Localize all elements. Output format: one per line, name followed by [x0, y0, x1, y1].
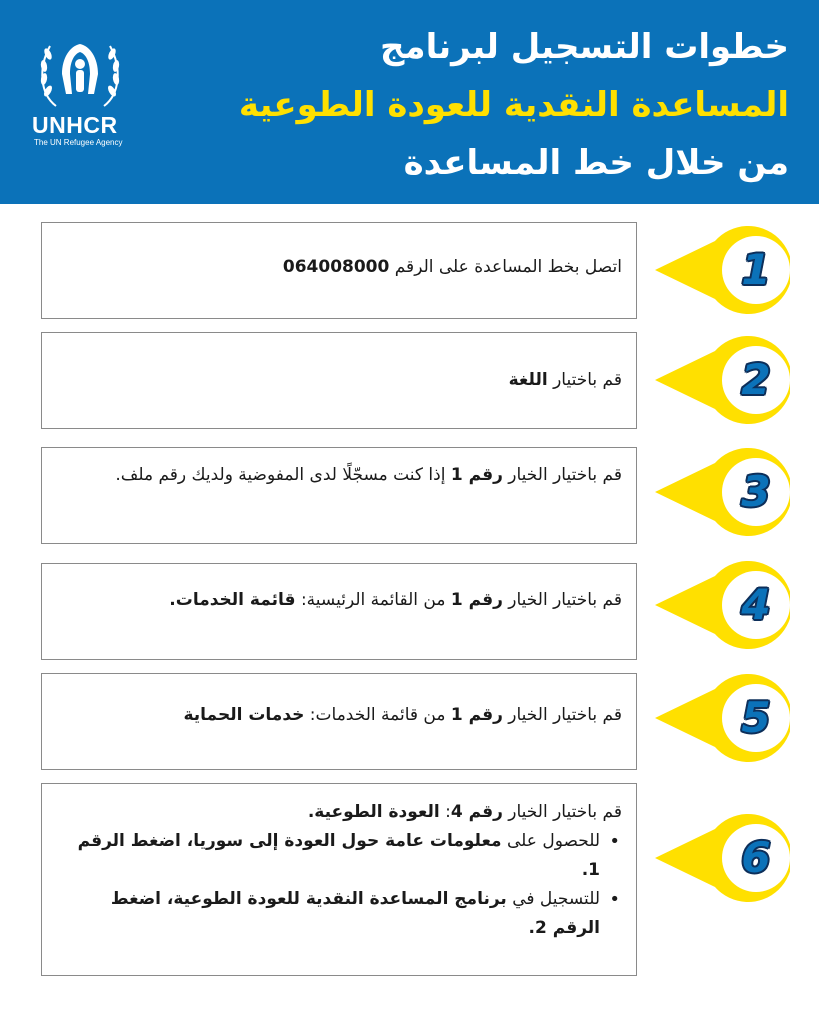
- step-6-text-mid: :: [439, 802, 451, 822]
- step-1-phone-number: 064008000: [282, 257, 390, 277]
- step-4-text-regular: قم باختيار الخيار: [502, 590, 622, 610]
- bullet-1-bold: معلومات عامة حول العودة إلى سوريا، اضغط الرقم 1.: [77, 831, 600, 880]
- step-2-number: 2: [741, 355, 771, 404]
- unhcr-emblem-icon: [34, 34, 126, 112]
- step-6-number: 6: [741, 833, 771, 882]
- logo-tagline: The UN Refugee Agency: [34, 138, 123, 147]
- step-1-box: [41, 222, 637, 319]
- bullet-2-bold: برنامج المساعدة النقدية للعودة الطوعية، اضغط الرقم 2.: [110, 889, 600, 938]
- step-1-text: [66, 253, 622, 282]
- step-2-box: [41, 332, 637, 429]
- step-6-text: [66, 798, 622, 943]
- step-6-text-regular: قم باختيار الخيار: [502, 802, 622, 822]
- step-6-text-bold: رقم 4: [450, 802, 503, 822]
- step-4-text-bold-2: قائمة الخدمات.: [169, 590, 296, 610]
- title-line-1: خطوات التسجيل لبرنامج: [380, 27, 789, 67]
- bullet-2-regular: للتسجيل في: [506, 889, 600, 909]
- step-3-text: [66, 461, 622, 490]
- logo-name: UNHCR: [32, 112, 118, 138]
- step-3-number: 3: [741, 467, 771, 516]
- step-2-text-bold: اللغة: [508, 370, 548, 390]
- unhcr-logo: [28, 34, 132, 154]
- step-6-bullet-list: [66, 827, 622, 943]
- step-1-text-regular: اتصل بخط المساعدة على الرقم: [389, 257, 622, 277]
- step-6-box: [41, 783, 637, 976]
- title-line-2: المساعدة النقدية للعودة الطوعية: [238, 85, 789, 125]
- step-5-box: [41, 673, 637, 770]
- step-3-text-bold: رقم 1: [450, 465, 503, 485]
- step-6-heading: [66, 798, 622, 827]
- step-2-text: [66, 366, 622, 395]
- step-4-box: [41, 563, 637, 660]
- step-4-text-mid: من القائمة الرئيسية:: [295, 590, 451, 610]
- step-4-text-bold: رقم 1: [450, 590, 503, 610]
- step-3-box: [41, 447, 637, 544]
- title-line-3: من خلال خط المساعدة: [403, 143, 789, 183]
- step-6-marker: [655, 813, 790, 903]
- step-4-text: [66, 586, 622, 615]
- step-3-marker: [655, 447, 790, 537]
- step-5-number: 5: [741, 693, 771, 742]
- list-item: [66, 885, 622, 943]
- bullet-1-regular: للحصول على: [501, 831, 600, 851]
- step-5-text-regular: قم باختيار الخيار: [502, 705, 622, 725]
- step-3-text-regular: قم باختيار الخيار: [502, 465, 622, 485]
- step-1-marker: [655, 225, 790, 315]
- step-5-text-mid: من قائمة الخدمات:: [304, 705, 451, 725]
- step-4-marker: [655, 560, 790, 650]
- step-2-marker: [655, 335, 790, 425]
- step-3-text-tail: إذا كنت مسجّلًا لدى المفوضية ولديك رقم ملف.: [115, 465, 451, 485]
- step-5-text: [66, 701, 622, 730]
- step-5-marker: [655, 673, 790, 763]
- list-item: [66, 827, 622, 885]
- step-6-text-bold-2: العودة الطوعية.: [307, 802, 440, 822]
- step-5-text-bold: رقم 1: [450, 705, 503, 725]
- step-2-text-regular: قم باختيار: [547, 370, 622, 390]
- header-banner: [0, 0, 819, 204]
- step-1-number: 1: [741, 245, 771, 294]
- step-5-text-bold-2: خدمات الحماية: [183, 705, 305, 725]
- step-4-number: 4: [741, 580, 771, 629]
